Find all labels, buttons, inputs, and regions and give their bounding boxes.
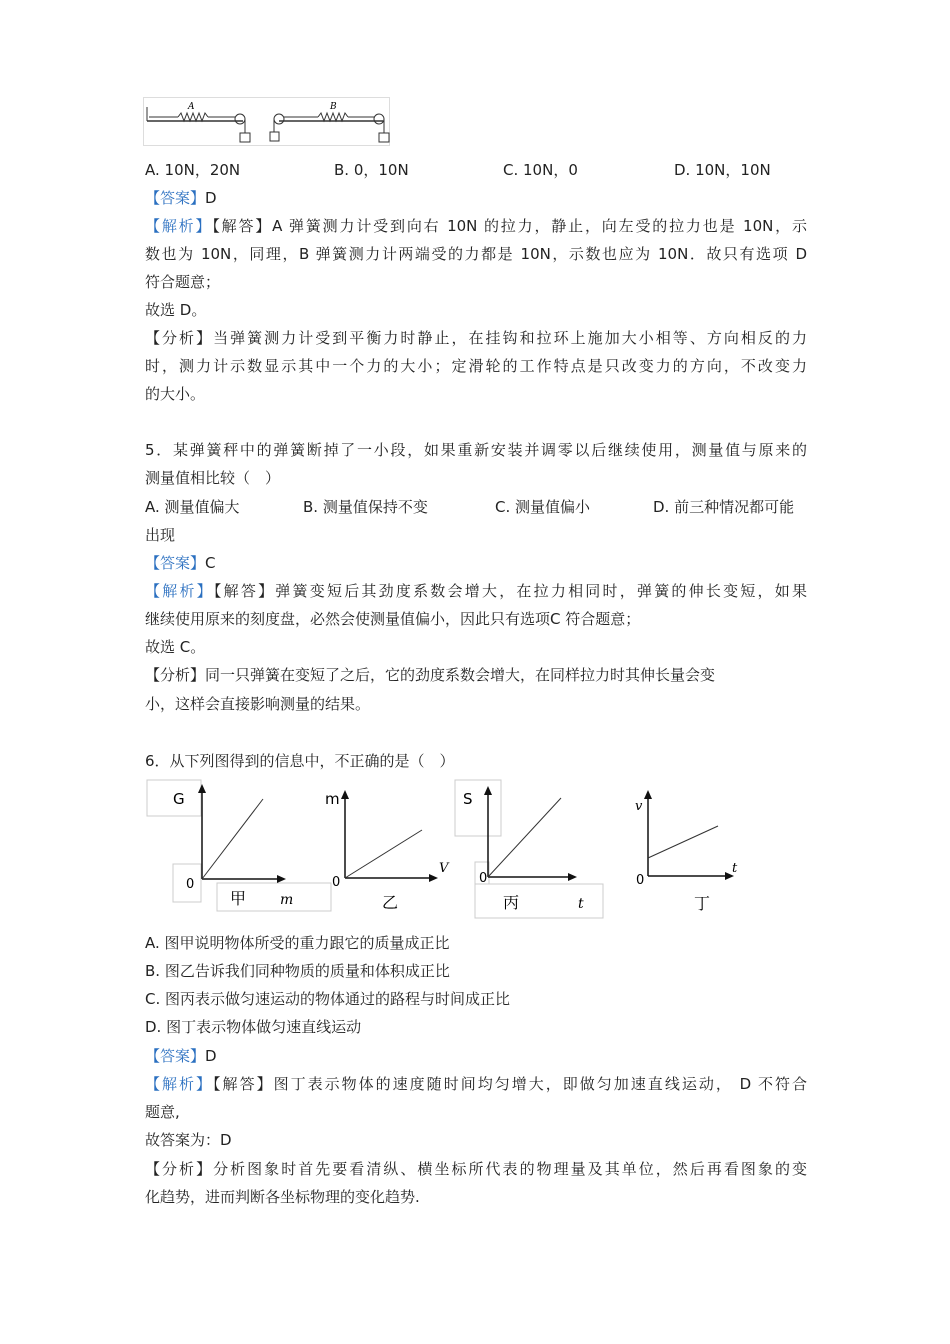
q4-analysis-line-2: 数也为 10N，同理，B 弹簧测力计两端受的力都是 10N，示数也应为 10N．故只有选项 D xyxy=(145,245,807,263)
answer-value: D xyxy=(205,189,217,207)
q5-option-b: B. 测量值保持不变 xyxy=(303,498,428,516)
graph-jia-caption: 甲 xyxy=(230,889,247,908)
graph-ding-x: t xyxy=(732,861,738,876)
graph-jia-y: G xyxy=(173,790,185,808)
q5-stem-line-2: 测量值相比较（ ） xyxy=(145,469,281,487)
graph-yi-x: V xyxy=(439,861,449,876)
q5-analysis-line-3: 故选 C。 xyxy=(145,638,206,656)
graph-jia xyxy=(140,778,340,918)
q5-fenxi-line-2: 小，这样会直接影响测量的结果。 xyxy=(145,695,371,713)
q4-option-c: C. 10N，0 xyxy=(503,161,578,179)
graph-jia-x: m xyxy=(280,892,294,908)
q4-fenxi-line-1: 【分析】当弹簧测力计受到平衡力时静止，在挂钩和拉环上施加大小相等、方向相反的力 xyxy=(145,329,807,347)
q6-option-b: B. 图乙告诉我们同种物质的质量和体积成正比 xyxy=(145,962,450,980)
q4-analysis-line-4: 故选 D。 xyxy=(145,301,207,319)
q6-number: 6． xyxy=(145,752,170,770)
graph-jia-origin: 0 xyxy=(186,877,195,892)
q4-option-b: B. 0，10N xyxy=(334,161,409,179)
graph-bing-caption: 丙 xyxy=(503,893,520,912)
label-b: B xyxy=(330,102,337,112)
graph-ding-origin: 0 xyxy=(636,873,645,888)
q6-fenxi-line-1: 【分析】分析图象时首先要看清纵、横坐标所代表的物理量及其单位，然后再看图象的变 xyxy=(145,1160,807,1178)
q5-fenxi-line-1: 【分析】同一只弹簧在变短了之后，它的劲度系数会增大，在同样拉力时其伸长量会变 xyxy=(145,666,716,684)
graph-ding-y: v xyxy=(635,799,643,814)
graph-yi-y: m xyxy=(325,790,340,808)
graph-ding xyxy=(630,786,755,916)
graph-bing-y: S xyxy=(463,790,473,808)
q5-option-d-wrap: 出现 xyxy=(145,526,176,544)
graph-ding-caption: 丁 xyxy=(694,894,711,913)
q4-option-a: A. 10N，20N xyxy=(145,161,241,179)
analysis-tag: 【解析】 xyxy=(145,217,213,235)
graph-yi-origin: 0 xyxy=(332,875,341,890)
q5-answer: 【答案】C xyxy=(145,554,216,572)
q5-option-a: A. 测量值偏大 xyxy=(145,498,240,516)
graph-bing-x: t xyxy=(578,896,584,912)
q6-fenxi-line-2: 化趋势，进而判断各坐标物理的变化趋势. xyxy=(145,1188,420,1206)
q5-analysis-line-1: 【解析】【解答】弹簧变短后其劲度系数会增大，在拉力相同时，弹簧的伸长变短，如果 xyxy=(145,582,807,600)
q4-fenxi-line-3: 的大小。 xyxy=(145,385,206,403)
q4-analysis-line-3: 符合题意； xyxy=(145,273,221,291)
q6-analysis-line-3: 故答案为：D xyxy=(145,1131,232,1149)
q5-stem-line-1: 5．某弹簧秤中的弹簧断掉了一小段，如果重新安装并调零以后继续使用，测量值与原来的 xyxy=(145,441,807,459)
q5-number: 5． xyxy=(145,441,174,459)
label-a: A xyxy=(188,102,195,112)
q5-option-c: C. 测量值偏小 xyxy=(495,498,591,516)
q4-analysis-line-1: 【解析】【解答】A 弹簧测力计受到向右 10N 的拉力，静止，向左受的拉力也是 10N，示 xyxy=(145,217,807,235)
q5-option-d: D. 前三种情况都可能 xyxy=(653,498,795,516)
q6-stem: 6．从下列图得到的信息中，不正确的是（ ） xyxy=(145,752,455,770)
q6-option-c: C. 图丙表示做匀速运动的物体通过的路程与时间成正比 xyxy=(145,990,511,1008)
graph-yi xyxy=(322,786,452,916)
graph-yi-caption: 乙 xyxy=(382,893,399,912)
q5-analysis-line-2: 继续使用原来的刻度盘，必然会使测量值偏小，因此只有选项C 符合题意； xyxy=(145,610,641,628)
q4-fenxi-line-2: 时，测力计示数显示其中一个力的大小；定滑轮的工作特点是只改变力的方向，不改变力 xyxy=(145,357,807,375)
q6-answer: 【答案】D xyxy=(145,1047,217,1065)
q6-option-a: A. 图甲说明物体所受的重力跟它的质量成正比 xyxy=(145,934,450,952)
q6-analysis-line-2: 题意, xyxy=(145,1103,180,1121)
q6-analysis-line-1: 【解析】【解答】图丁表示物体的速度随时间均匀增大，即做匀加速直线运动， D 不符合 xyxy=(145,1075,807,1093)
q4-option-d: D. 10N，10N xyxy=(674,161,771,179)
q4-answer xyxy=(145,188,217,208)
q6-option-d: D. 图丁表示物体做匀速直线运动 xyxy=(145,1018,362,1036)
graph-bing xyxy=(453,778,613,923)
graph-bing-origin: 0 xyxy=(479,871,488,886)
answer-tag: 【答案】 xyxy=(145,189,206,207)
spring-scale-figure xyxy=(143,97,393,149)
